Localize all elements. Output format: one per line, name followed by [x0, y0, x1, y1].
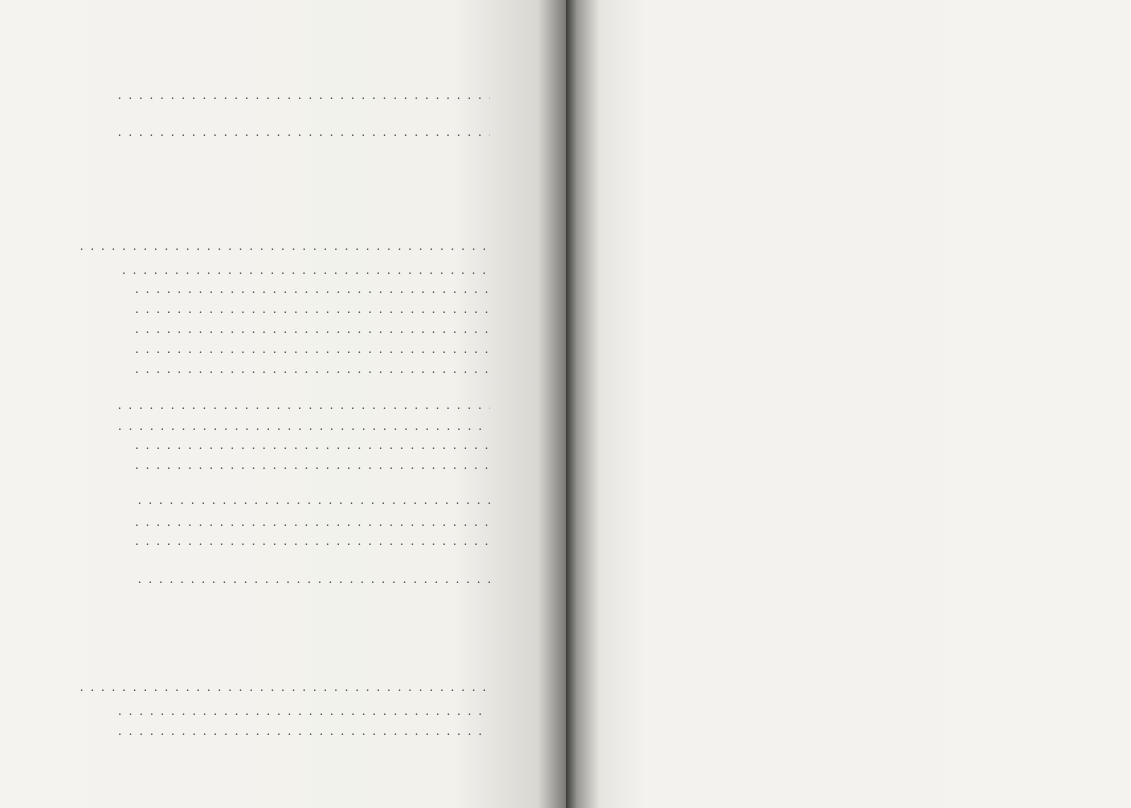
leader-dots: [80, 238, 490, 254]
toc-entry: [80, 679, 515, 695]
toc-entry: [98, 703, 515, 719]
toc-entry: [115, 124, 515, 140]
leader-dots: [118, 418, 490, 434]
toc-entry: [115, 457, 515, 473]
toc-entry: [135, 571, 515, 587]
toc-entry: [115, 281, 515, 297]
toc-entry: [115, 341, 515, 357]
leader-dots: [135, 457, 490, 473]
toc-entry: [115, 533, 515, 549]
leader-dots: [138, 492, 490, 508]
leader-dots: [122, 262, 490, 278]
toc-entry: [115, 437, 515, 453]
leader-dots: [118, 124, 490, 140]
leader-dots: [135, 361, 490, 377]
toc-entry: [115, 514, 515, 530]
toc-entry: [115, 301, 515, 317]
leader-dots: [118, 723, 490, 739]
leader-dots: [135, 341, 490, 357]
leader-dots: [135, 533, 490, 549]
toc-entry: [80, 238, 515, 254]
leader-dots: [118, 87, 490, 103]
leader-dots: [135, 514, 490, 530]
toc-entry: [94, 723, 515, 739]
leader-dots: [80, 679, 490, 695]
toc-entry: [90, 418, 515, 434]
right-page: [566, 0, 1131, 808]
toc-entry: [135, 492, 515, 508]
toc-entry: [115, 87, 515, 103]
leader-dots: [135, 437, 490, 453]
toc-entry: [115, 321, 515, 337]
leader-dots: [138, 571, 490, 587]
leader-dots: [118, 397, 490, 413]
leader-dots: [135, 321, 490, 337]
toc-entry: [115, 361, 515, 377]
leader-dots: [135, 301, 490, 317]
toc-entry: [115, 397, 515, 413]
leader-dots: [118, 703, 490, 719]
toc-entry: [98, 262, 515, 278]
leader-dots: [135, 281, 490, 297]
